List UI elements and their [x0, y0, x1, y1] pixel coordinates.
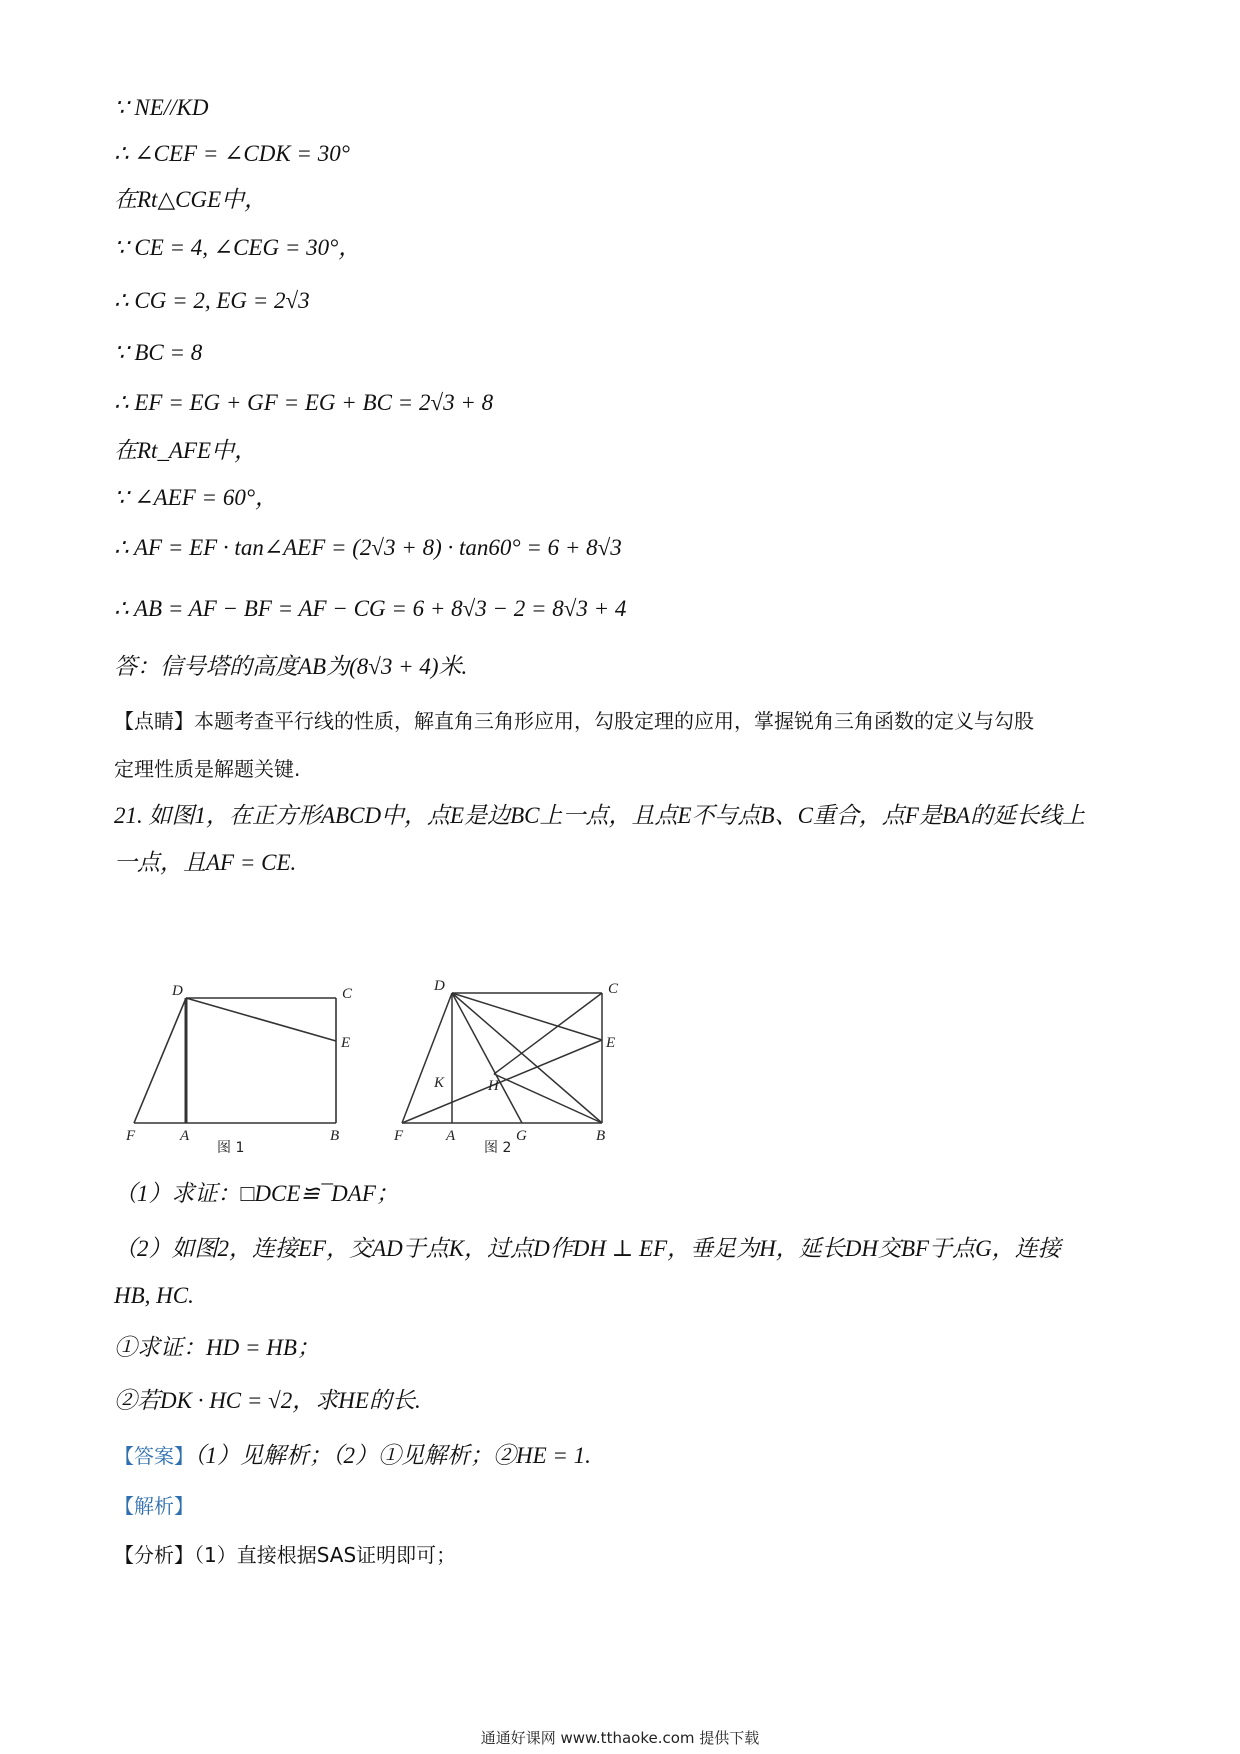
figure-1: [120, 968, 380, 1153]
fig1-caption: 图 1: [217, 1140, 245, 1153]
sub-question-2-line-1: （2）如图2，连接EF，交AD于点K，过点D作DH ⊥ EF，垂足为H，延长DH交BF于点G，连接: [114, 1236, 1061, 1261]
answer-line: [114, 1442, 591, 1470]
answer-tag: 【答案】: [114, 1444, 194, 1468]
problem-21-line-1: 21. 如图1，在正方形ABCD中，点E是边BC上一点，且点E不与点B、C重合，点F是BA的延长线上: [114, 803, 1086, 828]
line-5: ∴ CG = 2, EG = 2√3: [114, 288, 310, 313]
fig1-label-a: A: [180, 1128, 190, 1144]
footer: 通通好课网 www.tthaoke.com 提供下载: [480, 1729, 760, 1747]
line-10: ∴ AF = EF · tan∠AEF = (2√3 + 8) · tan60° = 6 + 8√3: [114, 535, 622, 560]
line-8: 在Rt_AFE中，: [114, 438, 258, 463]
answer-text: （1）见解析；（2）①见解析；②HE = 1.: [194, 1443, 591, 1468]
line-9: ∵ ∠AEF = 60°，: [114, 485, 279, 510]
fig2-label-h: H: [488, 1078, 499, 1094]
fig2-label-c: C: [608, 981, 619, 997]
figure-1-svg: [120, 968, 380, 1153]
line-6: ∵ BC = 8: [114, 340, 203, 365]
analysis-tag: 【解析】: [114, 1494, 194, 1518]
line-12: 答：信号塔的高度AB为(8√3 + 4)米.: [114, 654, 468, 679]
sub-question-2b: ②若DK · HC = √2，求HE的长.: [114, 1388, 421, 1413]
problem-21-line-2: 一点，且AF = CE.: [114, 850, 297, 875]
fig2-label-d: D: [434, 978, 445, 994]
fig2-label-k: K: [434, 1075, 445, 1091]
fig1-label-e: E: [341, 1035, 351, 1051]
fenxi-text: （1）直接根据SAS证明即可；: [194, 1543, 457, 1567]
line-11: ∴ AB = AF − BF = AF − CG = 6 + 8√3 − 2 = 8√3 + 4: [114, 596, 627, 621]
figure-2-svg: [390, 968, 650, 1153]
fig2-label-e: E: [606, 1035, 616, 1051]
line-7: ∴ EF = EG + GF = EG + BC = 2√3 + 8: [114, 390, 494, 415]
sub-question-2a: ①求证：HD = HB；: [114, 1335, 320, 1360]
line-1: ∵ NE//KD: [114, 95, 209, 120]
fenxi-line: [114, 1541, 456, 1569]
line-3: 在Rt△CGE中，: [114, 187, 268, 212]
fig1-label-b: B: [330, 1128, 340, 1144]
line-13: 【点睛】本题考查平行线的性质，解直角三角形应用，勾股定理的应用，掌握锐角三角函数的定义与勾股: [114, 709, 1034, 733]
fig2-label-b: B: [596, 1128, 606, 1144]
fig2-label-g: G: [516, 1128, 527, 1144]
sub-question-1: （1）求证：□DCE≌¯DAF；: [114, 1181, 399, 1206]
fig1-label-c: C: [342, 986, 353, 1002]
fig2-caption: 图 2: [484, 1140, 512, 1153]
line-2: ∴ ∠CEF = ∠CDK = 30°: [114, 141, 350, 166]
fenxi-tag: 【分析】: [114, 1543, 194, 1567]
fig2-label-f: F: [394, 1128, 404, 1144]
line-4: ∵ CE = 4, ∠CEG = 30°，: [114, 235, 362, 260]
fig1-label-f: F: [126, 1128, 136, 1144]
sub-question-2-line-2: HB, HC.: [114, 1283, 194, 1308]
line-14: 定理性质是解题关键.: [114, 757, 301, 781]
figure-2: [390, 968, 650, 1153]
fig2-label-a: A: [446, 1128, 456, 1144]
fig1-label-d: D: [172, 983, 183, 999]
